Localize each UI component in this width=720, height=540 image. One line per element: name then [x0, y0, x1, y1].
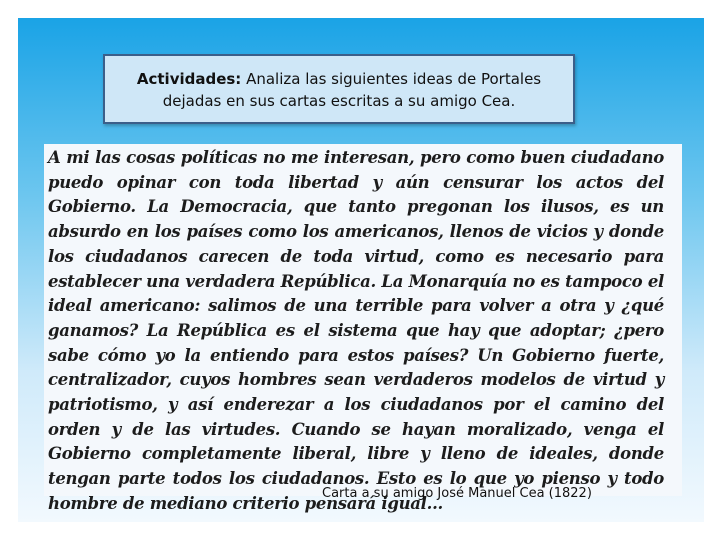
activity-line-2: dejadas en sus cartas escritas a su amigo Cea.	[162, 92, 516, 110]
activity-label: Actividades:	[136, 70, 242, 88]
activity-line-1	[105, 68, 573, 90]
letter-panel	[44, 144, 682, 513]
activity-text-1: Analiza las siguientes ideas de Portales	[241, 70, 542, 88]
letter-text: A mi las cosas políticas no me interesan, pero como buen ciudadano puedo opinar con toda libertad y aún censurar los actos del Gobierno. La Democracia, que tanto pregonan los ilusos, es un absurdo en los países como los americanos, llenos de vicios y donde los ciudadanos carecen de toda virtud, como es necesario para establecer una verdadera República. La Monarquía no es tampoco el ideal americano: salimos de una terrible para volver a otra y ¿qué ganamos? La República es el sistema que hay que adoptar; ¿pero sabe cómo yo la entiendo para estos países? Un Gobierno fuerte, centralizador, cuyos hombres sean verdaderos modelos de virtud y patriotismo, y así enderezar a los ciudadanos por el camino del orden y de las virtudes. Cuando se hayan moralizado, venga el Gobierno completamente liberal, libre y lleno de ideales, donde tengan parte todos los ciudadanos. Esto es lo que yo pienso y todo hombre de mediano criterio pensará igual...	[48, 148, 664, 513]
activity-instructions-box	[103, 54, 575, 124]
letter-caption: Carta a su amigo José Manuel Cea (1822)	[322, 486, 592, 501]
